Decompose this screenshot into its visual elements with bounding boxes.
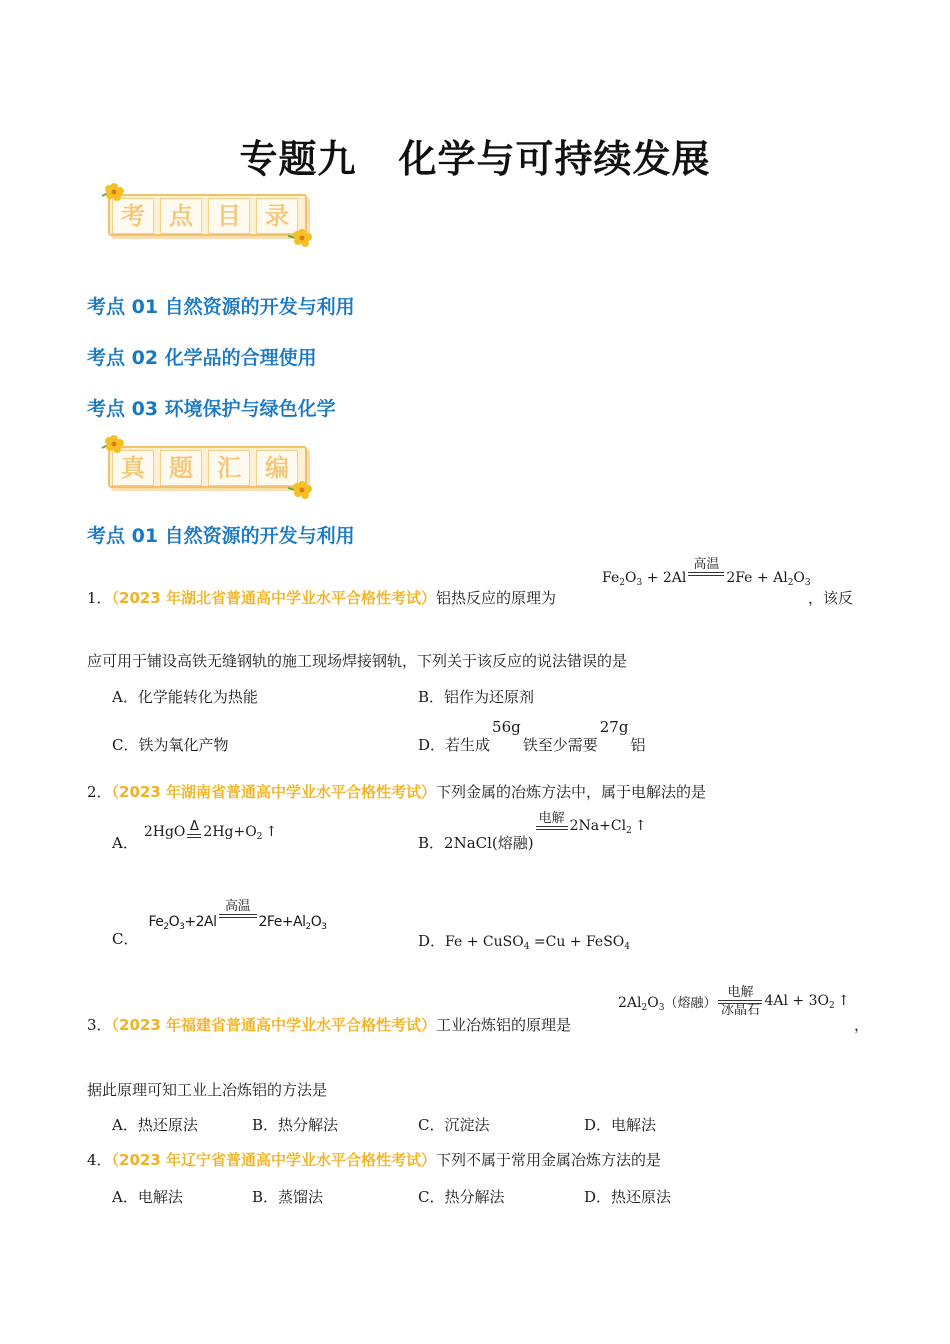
question-3-line1: 3．（2023 年福建省普通高中学业水平合格性考试）工业冶炼铝的原理是 (87, 1016, 572, 1034)
option-2a[interactable]: A．2HgO Δ $2Hg+O_2$ ↑ (112, 819, 278, 852)
banner-char: 考 (112, 198, 154, 234)
question-2: 2．（2023 年湖南省普通高中学业水平合格性考试）下列金属的冶炼方法中，属于电解法的是 (87, 783, 707, 801)
option-2b[interactable]: B．2NaCl(熔融) 电解 $2Na+Cl_2$ ↑ (418, 811, 647, 852)
option-1a[interactable]: A．化学能转化为热能 (112, 688, 258, 706)
question-source: （2023 年湖南省普通高中学业水平合格性考试） (111, 783, 437, 801)
question-source: （2023 年辽宁省普通高中学业水平合格性考试） (111, 1151, 437, 1169)
option-1d[interactable]: D．若生成56g铁至少需要27g铝 (418, 718, 646, 754)
question-1-line2: 应可用于铺设高铁无缝钢轨的施工现场焊接钢轨，下列关于该反应的说法错误的是 (87, 652, 628, 670)
banner-char: 真 (112, 450, 154, 486)
option-4d[interactable]: D．热还原法 (584, 1188, 672, 1206)
flower-icon (100, 432, 124, 456)
option-3a[interactable]: A．热还原法 (112, 1116, 198, 1134)
banner-char: 录 (256, 198, 298, 234)
option-3c[interactable]: C．沉淀法 (418, 1116, 490, 1134)
banner-char: 点 (160, 198, 202, 234)
option-1b[interactable]: B．铝作为还原剂 (418, 688, 535, 706)
question-source: （2023 年福建省普通高中学业水平合格性考试） (111, 1016, 437, 1034)
page-title (0, 128, 950, 183)
flower-icon (288, 478, 312, 502)
question-1-line1: 1．（2023 年湖北省普通高中学业水平合格性考试）铝热反应的原理为 (87, 589, 557, 607)
option-4b[interactable]: B．蒸馏法 (252, 1188, 324, 1206)
banner-char: 汇 (208, 450, 250, 486)
title-part2: 化学与可持续发展 (398, 137, 711, 181)
option-3b[interactable]: B．热分解法 (252, 1116, 339, 1134)
toc-item-03[interactable]: 考点 03 环境保护与绿色化学 (87, 398, 336, 420)
option-1c[interactable]: C．铁为氧化产物 (112, 736, 229, 754)
flower-icon (288, 226, 312, 250)
section-heading: 考点 01 自然资源的开发与利用 (87, 525, 355, 547)
option-2d[interactable]: D．Fe + CuSO$_4$ =Cu + FeSO$_4$ (418, 932, 631, 952)
banner-exam-collection (90, 432, 315, 502)
thermite-equation: $Fe_2O_3 + 2Al$ 高温 $2Fe + Al_2O_3$ (602, 557, 811, 588)
banner-char: 题 (160, 450, 202, 486)
toc-item-01[interactable]: 考点 01 自然资源的开发与利用 (87, 296, 355, 318)
flower-icon (100, 180, 124, 204)
question-3-line2: 据此原理可知工业上冶炼铝的方法是 (87, 1081, 328, 1099)
option-4c[interactable]: C．热分解法 (418, 1188, 505, 1206)
aluminum-electrolysis-equation: $2Al_2O_3$（熔融） 电解 冰晶石 $4Al + 3O_2$ ↑ (618, 985, 850, 1018)
question-4: 4．（2023 年辽宁省普通高中学业水平合格性考试）下列不属于常用金属冶炼方法的是 (87, 1151, 662, 1169)
banner-char: 编 (256, 450, 298, 486)
option-2c[interactable]: C．$Fe_2O_3+2Al$ 高温 $2Fe+Al_2O_3$ (112, 899, 327, 948)
banner-char: 目 (208, 198, 250, 234)
question-source: （2023 年湖北省普通高中学业水平合格性考试） (111, 589, 437, 607)
banner-toc (90, 180, 315, 250)
option-3d[interactable]: D．电解法 (584, 1116, 657, 1134)
title-part1: 专题九 (239, 137, 357, 181)
option-4a[interactable]: A．电解法 (112, 1188, 183, 1206)
toc-item-02[interactable]: 考点 02 化学品的合理使用 (87, 347, 317, 369)
